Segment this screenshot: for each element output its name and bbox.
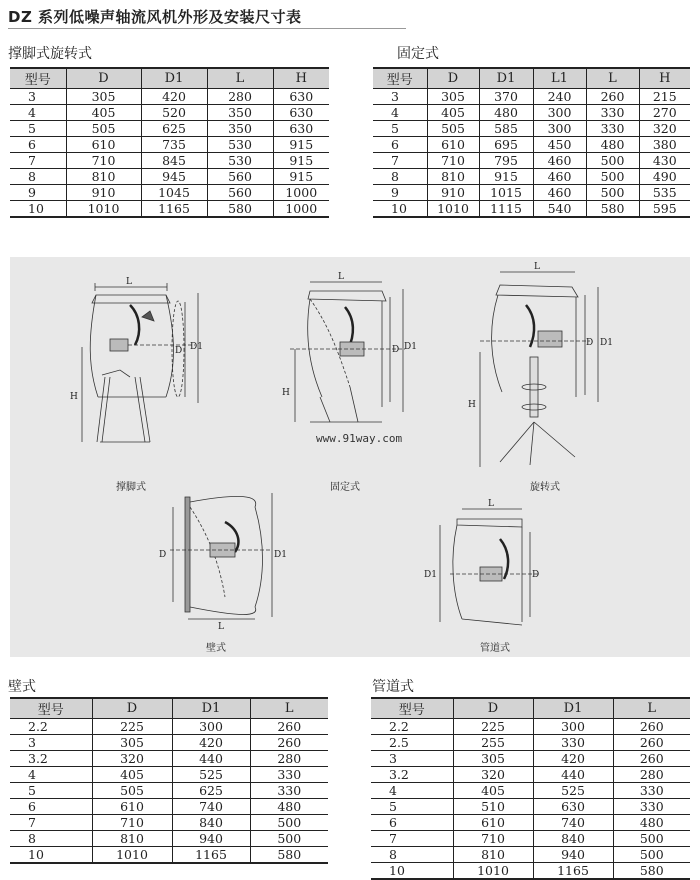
table-row: [371, 863, 690, 880]
dimension-cell: 710: [92, 815, 172, 831]
model-cell: 8: [10, 169, 66, 185]
dimension-cell: 810: [453, 847, 533, 863]
dimension-cell: 1115: [479, 201, 533, 218]
dimension-cell: 810: [92, 831, 172, 847]
table-row: [373, 137, 690, 153]
dimension-cell: 630: [273, 121, 329, 137]
dimension-cell: 420: [172, 735, 250, 751]
support-fan-drawing: [70, 277, 203, 442]
model-cell: 6: [373, 137, 427, 153]
dim-label-d1-rotary: D1: [600, 338, 613, 348]
table-row: [373, 169, 690, 185]
dimension-cell: 525: [172, 767, 250, 783]
dimension-cell: 630: [533, 799, 613, 815]
dim-label-d-duct: D: [532, 570, 540, 580]
dimension-cell: 510: [453, 799, 533, 815]
dimension-cell: 260: [586, 89, 639, 105]
dimension-cell: 525: [533, 783, 613, 799]
dimension-cell: 810: [427, 169, 479, 185]
dimension-cell: 560: [207, 185, 273, 201]
column-header: 型号: [10, 698, 92, 719]
dimension-cell: 300: [172, 719, 250, 735]
dimension-cell: 450: [533, 137, 586, 153]
model-cell: 4: [10, 105, 66, 121]
column-header: D1: [533, 698, 613, 719]
dimension-cell: 370: [479, 89, 533, 105]
dimension-cell: 610: [66, 137, 141, 153]
model-cell: 2.5: [371, 735, 453, 751]
dimension-cell: 500: [250, 815, 328, 831]
dimension-cell: 405: [66, 105, 141, 121]
dimension-cell: 1165: [533, 863, 613, 880]
caption-fixed: 固定式: [330, 482, 360, 493]
dimension-cell: 625: [141, 121, 207, 137]
model-cell: 6: [10, 137, 66, 153]
model-cell: 4: [10, 767, 92, 783]
dimension-cell: 280: [207, 89, 273, 105]
model-cell: 5: [373, 121, 427, 137]
dimension-cell: 1015: [479, 185, 533, 201]
dimension-cell: 910: [427, 185, 479, 201]
dimension-cell: 585: [479, 121, 533, 137]
dimension-cell: 595: [639, 201, 690, 218]
column-header: 型号: [373, 68, 427, 89]
model-cell: 4: [373, 105, 427, 121]
dimension-cell: 915: [273, 137, 329, 153]
dimension-cell: 625: [172, 783, 250, 799]
dimension-cell: 580: [613, 863, 690, 880]
dimension-cell: 330: [533, 735, 613, 751]
dimension-cell: 305: [92, 735, 172, 751]
dimension-cell: 740: [172, 799, 250, 815]
table-row: [10, 831, 328, 847]
dimension-cell: 430: [639, 153, 690, 169]
table-row: [371, 831, 690, 847]
dimension-cell: 300: [533, 719, 613, 735]
dimension-cell: 500: [586, 185, 639, 201]
dimension-cell: 260: [250, 735, 328, 751]
table-row: [10, 735, 328, 751]
support-rotary-table: [10, 67, 329, 218]
column-header: H: [273, 68, 329, 89]
fixed-title: 固定式: [397, 46, 439, 62]
dimension-cell: 330: [586, 105, 639, 121]
dimension-cell: 300: [533, 105, 586, 121]
dimension-cell: 500: [613, 831, 690, 847]
model-cell: 3: [391, 89, 399, 104]
dim-label-d1: D1: [190, 342, 203, 352]
duct-title: 管道式: [372, 679, 414, 695]
dimension-cell: 500: [613, 847, 690, 863]
model-cell: 4: [371, 783, 453, 799]
column-header: D1: [479, 68, 533, 89]
dimension-cell: 305: [66, 89, 141, 105]
dimension-cell: 710: [66, 153, 141, 169]
dimension-cell: 460: [533, 169, 586, 185]
table-row: [373, 89, 690, 105]
column-header: L: [586, 68, 639, 89]
dim-label-d1-duct: D1: [424, 570, 437, 580]
dimension-cell: 845: [141, 153, 207, 169]
dimension-cell: 535: [639, 185, 690, 201]
dimension-cell: 1000: [273, 185, 329, 201]
support-rotary-title: 撑脚式旋转式: [8, 46, 92, 62]
column-header: D1: [141, 68, 207, 89]
dimension-cell: 260: [613, 719, 690, 735]
dimension-cell: 580: [586, 201, 639, 218]
table-row: [10, 767, 328, 783]
column-header: L: [250, 698, 328, 719]
watermark: www.91way.com: [316, 432, 403, 445]
table-row: [371, 751, 690, 767]
model-cell: 8: [373, 169, 427, 185]
dimension-cell: 505: [66, 121, 141, 137]
dimension-cell: 405: [427, 105, 479, 121]
table-row: [10, 751, 328, 767]
dimension-cell: 1045: [141, 185, 207, 201]
table-row: [10, 783, 328, 799]
dimension-cell: 320: [453, 767, 533, 783]
dimension-cell: 490: [639, 169, 690, 185]
table-row: [10, 89, 329, 105]
dim-label-d-fixed: D: [392, 345, 400, 355]
table-header-row: [371, 698, 690, 719]
dimension-cell: 1165: [141, 201, 207, 218]
model-cell: 6: [10, 799, 92, 815]
dimension-cell: 480: [586, 137, 639, 153]
duct-table: [371, 697, 690, 880]
dimension-cell: 405: [92, 767, 172, 783]
table-row: [10, 799, 328, 815]
column-header: D: [92, 698, 172, 719]
column-header: D: [66, 68, 141, 89]
dimension-cell: 460: [533, 185, 586, 201]
table-row: [10, 105, 329, 121]
dimension-cell: 320: [639, 121, 690, 137]
model-cell: 2.2: [389, 719, 409, 734]
model-cell: 7: [10, 153, 66, 169]
model-cell: 10: [371, 863, 453, 880]
diagram-panel: [10, 257, 690, 657]
table-header-row: [10, 698, 328, 719]
column-header: H: [639, 68, 690, 89]
table-row: [10, 153, 329, 169]
dimension-cell: 480: [250, 799, 328, 815]
dimension-cell: 1010: [453, 863, 533, 880]
model-cell: 7: [371, 831, 453, 847]
column-header: 型号: [10, 68, 66, 89]
model-cell: 9: [10, 185, 66, 201]
dimension-cell: 1000: [273, 201, 329, 218]
dim-label-l-duct: L: [488, 499, 494, 509]
dimension-cell: 740: [533, 815, 613, 831]
table-row: [373, 185, 690, 201]
model-cell: 2.2: [28, 719, 48, 734]
dimension-cell: 840: [533, 831, 613, 847]
model-cell: 3: [28, 89, 36, 104]
table-row: [371, 783, 690, 799]
dim-label-l: L: [126, 277, 132, 287]
table-row: [373, 121, 690, 137]
table-header-row: [10, 68, 329, 89]
fixed-table: [373, 67, 690, 218]
dimension-cell: 610: [427, 137, 479, 153]
dimension-cell: 480: [479, 105, 533, 121]
table-row: [371, 847, 690, 863]
table-header-row: [373, 68, 690, 89]
dimension-cell: 735: [141, 137, 207, 153]
dimension-cell: 380: [639, 137, 690, 153]
dimension-cell: 280: [250, 751, 328, 767]
caption-rotary: 旋转式: [530, 482, 560, 493]
dimension-cell: 330: [586, 121, 639, 137]
dimension-cell: 505: [427, 121, 479, 137]
column-header: 型号: [371, 698, 453, 719]
table-row: [10, 847, 328, 864]
dimension-cell: 330: [613, 799, 690, 815]
wall-title: 壁式: [8, 679, 36, 695]
fixed-fan-drawing: [282, 272, 417, 422]
model-cell: 5: [371, 799, 453, 815]
column-header: L1: [533, 68, 586, 89]
dim-label-d-rotary: D: [586, 338, 594, 348]
dimension-cell: 1010: [92, 847, 172, 864]
model-cell: 7: [373, 153, 427, 169]
dim-label-h-fixed: H: [282, 388, 290, 398]
dimension-cell: 500: [586, 153, 639, 169]
dimension-cell: 240: [533, 89, 586, 105]
dimension-cell: 610: [453, 815, 533, 831]
model-cell: 5: [10, 783, 92, 799]
caption-support: 撑脚式: [116, 482, 146, 493]
title-rule: [8, 28, 406, 29]
table-row: [371, 719, 690, 735]
dimension-cell: 260: [250, 719, 328, 735]
table-row: [10, 137, 329, 153]
dimension-cell: 580: [207, 201, 273, 218]
dimension-cell: 500: [586, 169, 639, 185]
table-row: [371, 815, 690, 831]
model-cell: 3: [10, 735, 92, 751]
dimension-cell: 940: [533, 847, 613, 863]
dimension-cell: 915: [273, 169, 329, 185]
dimension-cell: 505: [92, 783, 172, 799]
dim-label-d: D: [175, 346, 183, 356]
table-row: [373, 105, 690, 121]
model-cell: 5: [10, 121, 66, 137]
column-header: L: [207, 68, 273, 89]
dimension-cell: 540: [533, 201, 586, 218]
dimension-cell: 795: [479, 153, 533, 169]
dim-label-h-rotary: H: [468, 400, 476, 410]
dimension-cell: 300: [533, 121, 586, 137]
dim-label-l-rotary: L: [534, 262, 540, 272]
wall-table: [10, 697, 328, 864]
model-cell: 10: [10, 201, 66, 218]
dimension-cell: 630: [273, 105, 329, 121]
table-row: [371, 799, 690, 815]
dimension-cell: 1010: [427, 201, 479, 218]
dimension-cell: 460: [533, 153, 586, 169]
dimension-cell: 260: [613, 735, 690, 751]
dimension-cell: 910: [66, 185, 141, 201]
dimension-cell: 1010: [66, 201, 141, 218]
dimension-cell: 915: [479, 169, 533, 185]
dimension-cell: 350: [207, 121, 273, 137]
dimension-cell: 225: [453, 719, 533, 735]
table-row: [10, 719, 328, 735]
caption-wall: 壁式: [206, 643, 226, 654]
model-cell: 8: [10, 831, 92, 847]
caption-duct: 管道式: [480, 643, 510, 654]
table-row: [10, 121, 329, 137]
dimension-cell: 350: [207, 105, 273, 121]
table-row: [10, 169, 329, 185]
dim-label-d1-wall: D1: [274, 550, 287, 560]
model-cell: 3: [371, 751, 453, 767]
table-row: [371, 735, 690, 751]
dimension-cell: 225: [92, 719, 172, 735]
dimension-cell: 610: [92, 799, 172, 815]
dimension-cell: 330: [250, 767, 328, 783]
column-header: D: [453, 698, 533, 719]
table-row: [373, 153, 690, 169]
duct-fan-drawing: [424, 499, 540, 625]
model-cell: 8: [371, 847, 453, 863]
dim-label-d1-fixed: D1: [404, 342, 417, 352]
dimension-cell: 420: [141, 89, 207, 105]
dimension-cell: 710: [453, 831, 533, 847]
column-header: D: [427, 68, 479, 89]
dim-label-l-fixed: L: [338, 272, 344, 282]
fan-outline-drawings: [10, 257, 690, 657]
wall-fan-drawing: [159, 493, 287, 632]
model-cell: 10: [10, 847, 92, 864]
table-row: [10, 201, 329, 218]
dimension-cell: 1165: [172, 847, 250, 864]
dimension-cell: 215: [639, 89, 690, 105]
table-row: [373, 201, 690, 218]
dimension-cell: 710: [427, 153, 479, 169]
dimension-cell: 500: [250, 831, 328, 847]
dimension-cell: 305: [427, 89, 479, 105]
dimension-cell: 840: [172, 815, 250, 831]
dimension-cell: 560: [207, 169, 273, 185]
model-cell: 3.2: [10, 751, 92, 767]
dimension-cell: 330: [613, 783, 690, 799]
dimension-cell: 530: [207, 137, 273, 153]
model-cell: 3.2: [371, 767, 453, 783]
dimension-cell: 305: [453, 751, 533, 767]
dimension-cell: 580: [250, 847, 328, 864]
table-row: [10, 815, 328, 831]
model-cell: 6: [371, 815, 453, 831]
dimension-cell: 440: [172, 751, 250, 767]
dimension-cell: 255: [453, 735, 533, 751]
dimension-cell: 440: [533, 767, 613, 783]
table-row: [10, 185, 329, 201]
model-cell: 10: [373, 201, 427, 218]
dimension-cell: 405: [453, 783, 533, 799]
dimension-cell: 270: [639, 105, 690, 121]
dimension-cell: 630: [273, 89, 329, 105]
model-cell: 9: [373, 185, 427, 201]
dimension-cell: 530: [207, 153, 273, 169]
dimension-cell: 330: [250, 783, 328, 799]
dimension-cell: 280: [613, 767, 690, 783]
dimension-cell: 945: [141, 169, 207, 185]
dimension-cell: 480: [613, 815, 690, 831]
dimension-cell: 520: [141, 105, 207, 121]
column-header: L: [613, 698, 690, 719]
table-row: [371, 767, 690, 783]
dimension-cell: 810: [66, 169, 141, 185]
rotary-fan-drawing: [468, 262, 613, 467]
page-title: DZ 系列低噪声轴流风机外形及安装尺寸表: [8, 8, 302, 26]
dim-label-h: H: [70, 392, 78, 402]
dimension-cell: 260: [613, 751, 690, 767]
dimension-cell: 940: [172, 831, 250, 847]
dimension-cell: 695: [479, 137, 533, 153]
dimension-cell: 915: [273, 153, 329, 169]
dimension-cell: 320: [92, 751, 172, 767]
dim-label-d-wall: D: [159, 550, 167, 560]
dimension-cell: 420: [533, 751, 613, 767]
column-header: D1: [172, 698, 250, 719]
model-cell: 7: [10, 815, 92, 831]
dim-label-l-wall: L: [218, 622, 224, 632]
